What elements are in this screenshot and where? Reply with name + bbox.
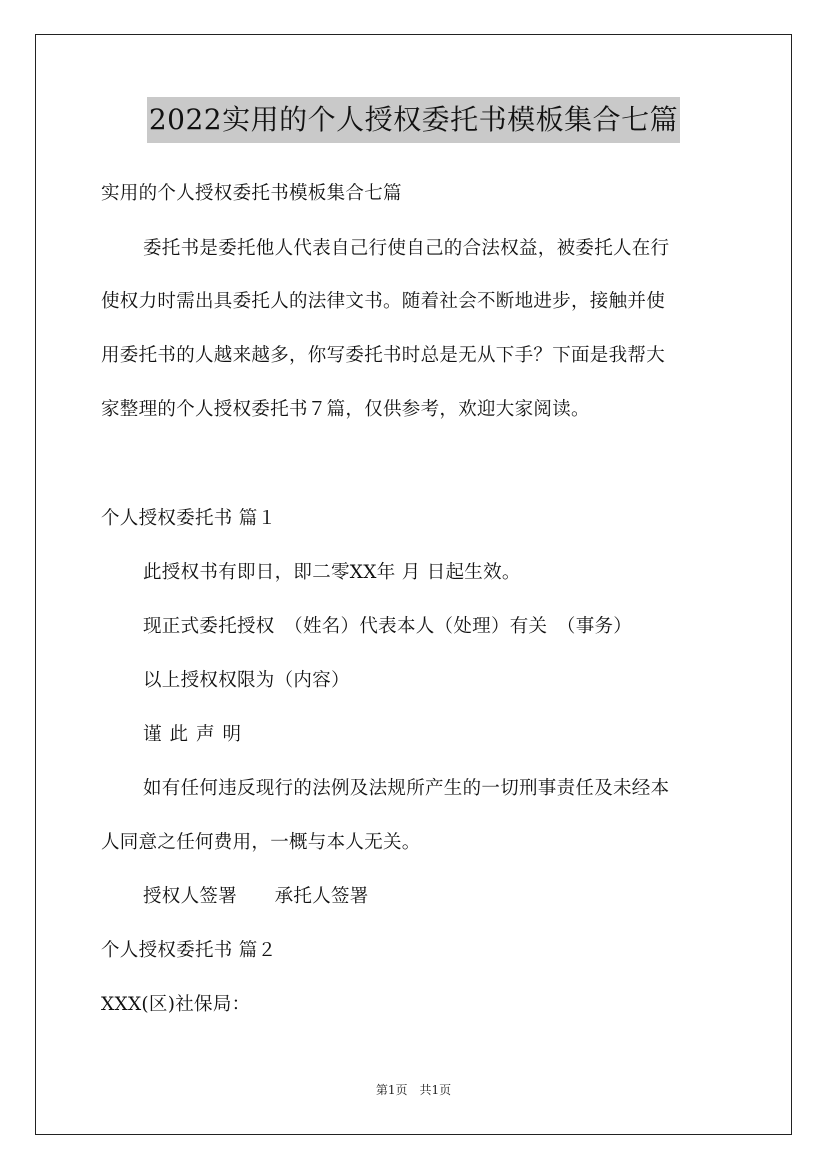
intro-line-1: 委托书是委托他人代表自己行使自己的合法权益，被委托人在行 <box>143 238 670 259</box>
title-container <box>0 97 827 143</box>
intro-line-3: 用委托书的人越来越多，你写委托书时总是无从下手？下面是我帮大 <box>101 345 666 366</box>
section-1-line-1: 此授权书有即日，即二零XX年 月 日起生效。 <box>143 562 521 583</box>
section-1-signatures: 授权人签署 承托人签署 <box>143 886 369 907</box>
intro-line-4: 家整理的个人授权委托书７篇，仅供参考，欢迎大家阅读。 <box>101 399 590 420</box>
document-subtitle: 实用的个人授权委托书模板集合七篇 <box>101 183 402 204</box>
section-1-line-6: 人同意之任何费用，一概与本人无关。 <box>101 832 421 853</box>
intro-line-2: 使权力时需出具委托人的法律文书。随着社会不断地进步，接触并使 <box>101 291 666 312</box>
section-1-heading: 个人授权委托书 篇１ <box>101 508 277 529</box>
page-footer: 第1页 共1页 <box>375 1083 452 1097</box>
section-1-declaration: 谨此声明 <box>143 724 250 745</box>
section-2-line-1: XXX(区)社保局： <box>101 994 251 1015</box>
section-2-heading: 个人授权委托书 篇２ <box>101 940 277 961</box>
section-1-line-3: 以上授权权限为（内容） <box>143 670 350 691</box>
section-1-line-2: 现正式委托授权 （姓名）代表本人（处理）有关 （事务） <box>143 616 633 637</box>
section-1-line-5: 如有任何违反现行的法例及法规所产生的一切刑事责任及未经本 <box>143 778 670 799</box>
document-title: 2022实用的个人授权委托书模板集合七篇 <box>147 97 680 143</box>
